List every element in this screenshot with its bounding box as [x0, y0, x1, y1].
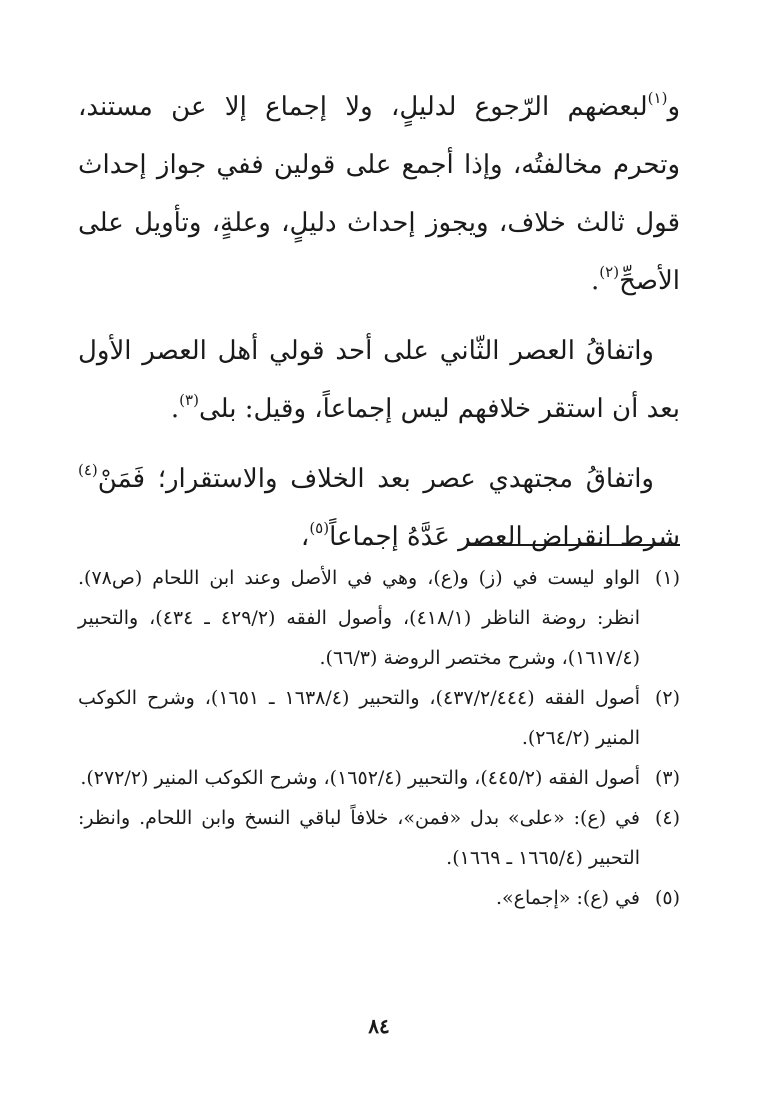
footnote-ref-2[interactable]: (٢) — [599, 263, 620, 281]
footnote-5 — [78, 878, 680, 918]
footnote-ref-3[interactable]: (٣) — [179, 391, 199, 409]
footnote-2-text: أصول الفقه (٤٣٧/٢/٤٤٤)، والتحبير (١٦٣٨/٤ ـ ١٦٥١)، وشرح الكوكب المنير (٢٦٤/٢). — [78, 687, 640, 749]
footnote-ref-4[interactable]: (٤) — [78, 461, 98, 479]
paragraph-2-end: . — [170, 394, 180, 424]
footnote-1-text: الواو ليست في (ز) و(ع)، وهي في الأصل وعند ابن اللحام (ص٧٨). انظر: روضة الناظر (٤١٨/١)، وأصول الفقه (٤٢٩/٢ ـ ٤٣٤)، والتحبير (١٦١٧/٤)، وشرح مختصر الروضة (٦٦/٣). — [78, 567, 641, 669]
footnotes-list — [78, 558, 680, 918]
paragraph-1 — [78, 78, 680, 310]
footnote-ref-5[interactable]: (٥) — [309, 519, 330, 537]
footnote-5-text: في (ع): «إجماع». — [496, 887, 640, 909]
paragraph-1-end: . — [591, 266, 600, 296]
paragraph-3-end: ، — [300, 522, 310, 552]
paragraph-3-text-b: شرط انقراض العصر عَدَّهُ إجماعاً — [329, 522, 680, 552]
paragraph-1-lead: و — [667, 92, 680, 122]
paragraph-2 — [78, 322, 680, 438]
footnote-3 — [78, 758, 680, 798]
footnote-4-number: (٤) — [654, 807, 680, 829]
footnote-ref-1[interactable]: (١) — [647, 89, 668, 107]
main-text — [78, 78, 680, 566]
footnote-5-number: (٥) — [654, 887, 680, 909]
paragraph-3-text-a: واتفاقُ مجتهدي عصر بعد الخلاف والاستقرار؛ فَمَنْ — [97, 464, 654, 494]
footnote-1-number: (١) — [654, 567, 680, 589]
footnote-2-number: (٢) — [654, 687, 680, 709]
page-number: ٨٤ — [368, 1014, 390, 1038]
footnote-4-text: في (ع): «على» بدل «فمن»، خلافاً لباقي النسخ وابن اللحام. وانظر: التحبير (١٦٦٥/٤ ـ ١٦٦٩). — [78, 807, 640, 869]
paragraph-1-text: لبعضهم الرّجوع لدليلٍ، ولا إجماع إلا عن مستند، وتحرم مخالفتُه، وإذا أجمع على قولين ففي جواز إحداث قول ثالث خلاف، ويجوز إحداث دليلٍ، وعلةٍ، وتأويل على الأصحِّ — [78, 92, 680, 296]
footnote-3-text: أصول الفقه (٤٤٥/٢)، والتحبير (١٦٥٢/٤)، وشرح الكوكب المنير (٢٧٢/٢). — [80, 767, 640, 789]
footnote-4 — [78, 798, 680, 878]
footnote-separator — [466, 544, 680, 546]
footnote-1 — [78, 558, 680, 678]
paragraph-3 — [78, 450, 680, 566]
footnote-3-number: (٣) — [654, 767, 680, 789]
footnote-2 — [78, 678, 680, 758]
paragraph-2-text: واتفاقُ العصر الثّاني على أحد قولي أهل العصر الأول بعد أن استقر خلافهم ليس إجماعاً، وقيل: بلى — [78, 336, 680, 424]
